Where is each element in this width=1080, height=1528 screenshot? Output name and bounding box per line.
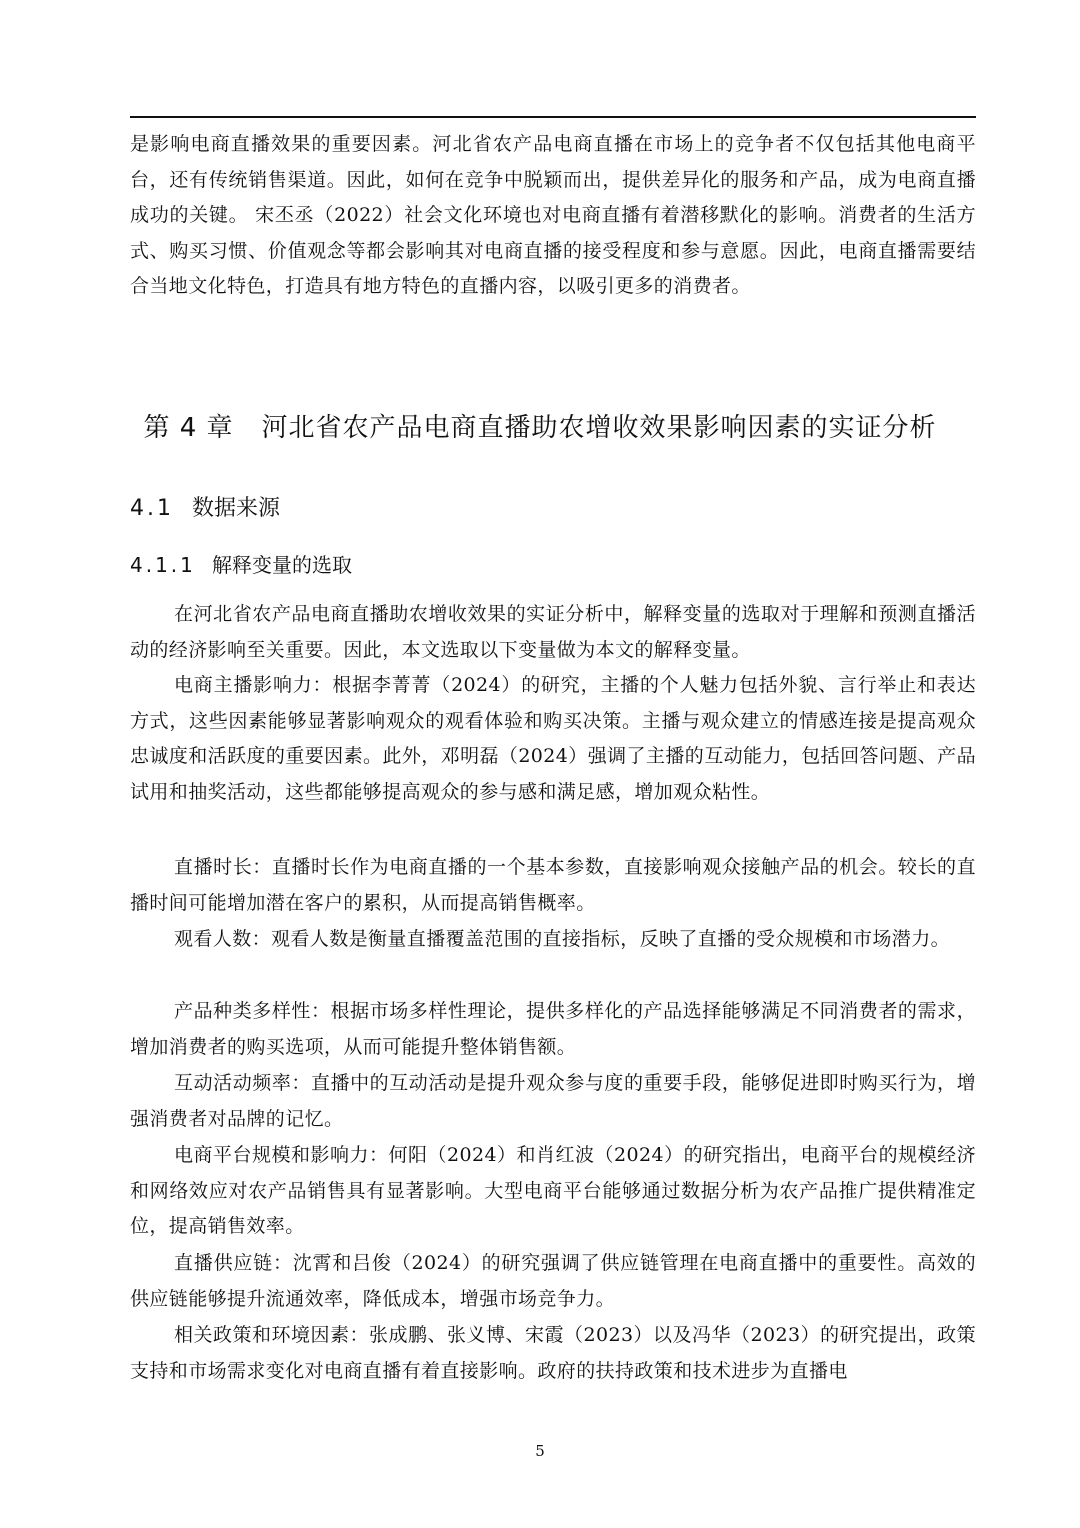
continuation-paragraph: 是影响电商直播效果的重要因素。河北省农产品电商直播在市场上的竞争者不仅包括其他电商平台，还有传统销售渠道。因此，如何在竞争中脱颖而出，提供差异化的服务和产品，成为电商直播成功的关键。 宋丕丞（2022）社会文化环境也对电商直播有着潜移默化的影响。消费者的生活方式、购买习惯、价值观念等都会影响其对电商直播的接受程度和参与意愿。因此，电商直播需要结合当地文化特色，打造具有地方特色的直播内容，以吸引更多的消费者。 bbox=[130, 133, 976, 297]
paragraph-platform-scale: 电商平台规模和影响力：何阳（2024）和肖红波（2024）的研究指出，电商平台的规模经济和网络效应对农产品销售具有显著影响。大型电商平台能够通过数据分析为农产品推广提供精准定位，提高销售效率。 bbox=[130, 1144, 976, 1237]
subsection-title: 解释变量的选取 bbox=[212, 553, 352, 577]
paragraph-policy-environment: 相关政策和环境因素：张成鹏、张义博、宋霞（2023）以及冯华（2023）的研究提出，政策支持和市场需求变化对电商直播有着直接影响。政府的扶持政策和技术进步为直播电 bbox=[130, 1324, 976, 1382]
section-number: 4.1 bbox=[130, 496, 174, 521]
page-number: 5 bbox=[535, 1442, 545, 1460]
paragraph-viewer-count: 观看人数：观看人数是衡量直播覆盖范围的直接指标，反映了直播的受众规模和市场潜力。 bbox=[174, 928, 951, 950]
paragraph-live-duration: 直播时长：直播时长作为电商直播的一个基本参数，直接影响观众接触产品的机会。较长的直播时间可能增加潜在客户的累积，从而提高销售概率。 bbox=[130, 856, 976, 914]
chapter-title: 河北省农产品电商直播助农增收效果影响因素的实证分析 bbox=[261, 413, 937, 443]
paragraph-intro: 在河北省农产品电商直播助农增收效果的实证分析中，解释变量的选取对于理解和预测直播活动的经济影响至关重要。因此，本文选取以下变量做为本文的解释变量。 bbox=[130, 603, 976, 661]
paragraph-product-variety: 产品种类多样性：根据市场多样性理论，提供多样化的产品选择能够满足不同消费者的需求，增加消费者的购买选项，从而可能提升整体销售额。 bbox=[130, 1000, 976, 1058]
subsection-number: 4.1.1 bbox=[130, 553, 196, 577]
section-heading bbox=[130, 491, 280, 522]
header-rule bbox=[130, 116, 976, 118]
chapter-number: 第 4 章 bbox=[143, 413, 234, 443]
chapter-heading bbox=[0, 407, 1080, 444]
paragraph-supply-chain: 直播供应链：沈霄和吕俊（2024）的研究强调了供应链管理在电商直播中的重要性。高效的供应链能够提升流通效率，降低成本，增强市场竞争力。 bbox=[130, 1252, 976, 1310]
subsection-heading bbox=[130, 549, 352, 578]
section-title: 数据来源 bbox=[192, 496, 281, 521]
paragraph-anchor-influence: 电商主播影响力：根据李菁菁（2024）的研究，主播的个人魅力包括外貌、言行举止和表达方式，这些因素能够显著影响观众的观看体验和购买决策。主播与观众建立的情感连接是提高观众忠诚度和活跃度的重要因素。此外，邓明磊（2024）强调了主播的互动能力，包括回答问题、产品试用和抽奖活动，这些都能够提高观众的参与感和满足感，增加观众粘性。 bbox=[130, 674, 976, 803]
paragraph-interaction-frequency: 互动活动频率：直播中的互动活动是提升观众参与度的重要手段，能够促进即时购买行为，增强消费者对品牌的记忆。 bbox=[130, 1072, 976, 1130]
